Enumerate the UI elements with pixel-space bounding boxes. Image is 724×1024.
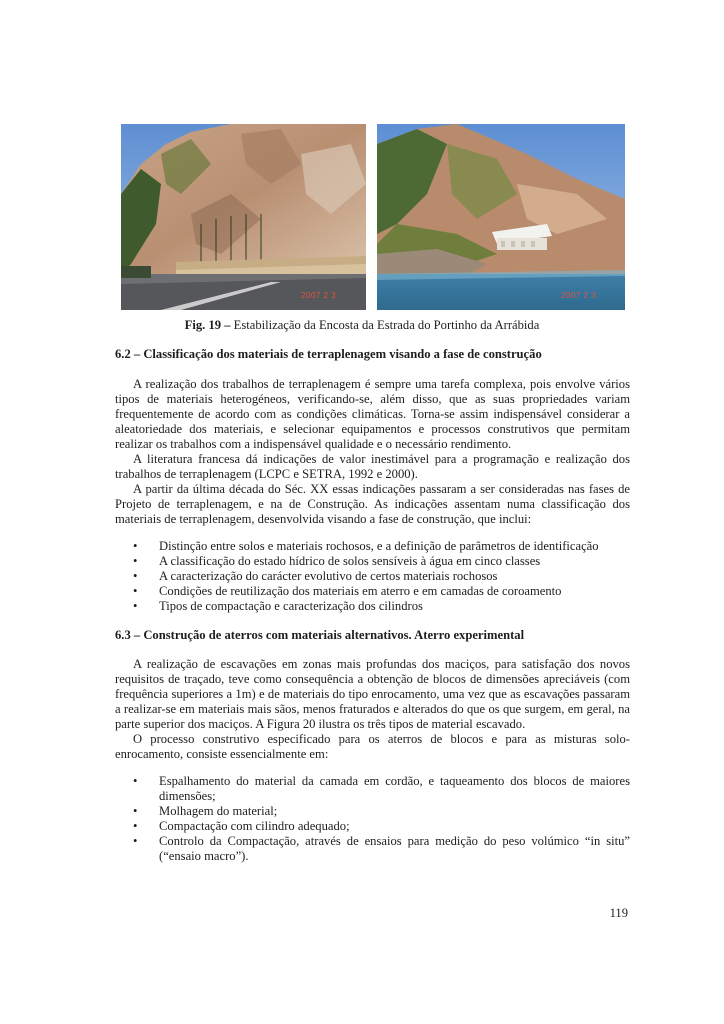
bullet-icon: • (133, 834, 138, 848)
section-6-2-body (115, 377, 630, 527)
bullet-icon: • (133, 539, 138, 553)
section-6-3-heading: 6.3 – Construção de aterros com materiais alternativos. Aterro experimental (115, 628, 525, 642)
list-item: • Espalhamento do material da camada em cordão, e taqueamento dos blocos de maiores dimensões; (133, 774, 630, 803)
list-item: • A caracterização do carácter evolutivo de certos materiais rochosos (133, 569, 498, 583)
bullet-icon: • (133, 554, 138, 568)
paragraph: A partir da última década do Séc. XX essas indicações passaram a ser consideradas nas fases de Projeto de terraplenagem, e na de Construção. As indicações assentam numa classificação dos materiais de terraplenagem, desenvolvida visando a fase de construção, que inclui: (115, 482, 630, 526)
photo-road-slope-image (121, 124, 366, 310)
bullet-icon: • (133, 819, 138, 833)
list-item: • Controlo da Compactação, através de ensaios para medição do peso volúmico “in situ” (“ensaio macro”). (133, 834, 630, 863)
list-item: • Molhagem do material; (133, 804, 278, 818)
section-6-3-body (115, 657, 630, 762)
photo-right-date-stamp: 2007 2 3 (561, 291, 597, 300)
photo-coastal-cliff-image (377, 124, 625, 310)
section-6-2-heading: 6.2 – Classificação dos materiais de terraplenagem visando a fase de construção (115, 347, 542, 361)
list-item: • A classificação do estado hídrico de solos sensíveis à água em cinco classes (133, 554, 541, 568)
section-6-2-bullet-list (115, 539, 630, 614)
photo-left-date-stamp: 2007 2 3 (301, 291, 337, 300)
list-item: • Tipos de compactação e caracterização dos cilindros (133, 599, 423, 613)
section-6-3-bullet-list (115, 774, 630, 864)
paragraph: A realização dos trabalhos de terraplenagem é sempre uma tarefa complexa, pois envolve vários tipos de materiais heterogéneos, verificando-se, além disso, que as suas propriedades variam frequentemente de acordo com as condições climáticas. Torna-se assim indispensável considerar a aleatoriedade dos materiais, e selecionar equipamentos e processos construtivos que permitam realizar os trabalhos com a indispensável qualidade e o necessário rendimento. (115, 377, 630, 451)
bullet-icon: • (133, 804, 138, 818)
figure-caption-text: Estabilização da Encosta da Estrada do Portinho da Arrábida (233, 318, 540, 332)
bullet-icon: • (133, 599, 138, 613)
list-item: • Condições de reutilização dos materiais em aterro e em camadas de coroamento (133, 584, 562, 598)
bullet-icon: • (133, 774, 138, 788)
list-item: • Distinção entre solos e materiais rochosos, e a definição de parâmetros de identificação (133, 539, 599, 553)
figure-caption (0, 318, 724, 333)
photo-road-slope (121, 124, 366, 310)
paragraph: O processo construtivo especificado para os aterros de blocos e para as misturas solo-enrocamento, consiste essencialmente em: (115, 732, 630, 761)
list-item: • Compactação com cilindro adequado; (133, 819, 350, 833)
page-number: 119 (609, 906, 628, 920)
paragraph: A literatura francesa dá indicações de valor inestimável para a programação e realização dos trabalhos de terraplenagem (LCPC e SETRA, 1992 e 2000). (115, 452, 630, 481)
bullet-icon: • (133, 584, 138, 598)
bullet-icon: • (133, 569, 138, 583)
paragraph: A realização de escavações em zonas mais profundas dos maciços, para satisfação dos novos requisitos de traçado, teve como consequência a obtenção de blocos de dimensões apreciáveis (com frequência superiores a 1m) e de materiais do tipo enrocamento, uma vez que as escavações passaram a realizar-se em materiais mais sãos, menos fraturados e alterados do que os que surgem, em geral, na parte superior dos maciços. A Figura 20 ilustra os três tipos de material escavado. (115, 657, 630, 731)
photo-coastal-cliff (377, 124, 625, 310)
figure-label: Fig. 19 – (184, 318, 231, 332)
